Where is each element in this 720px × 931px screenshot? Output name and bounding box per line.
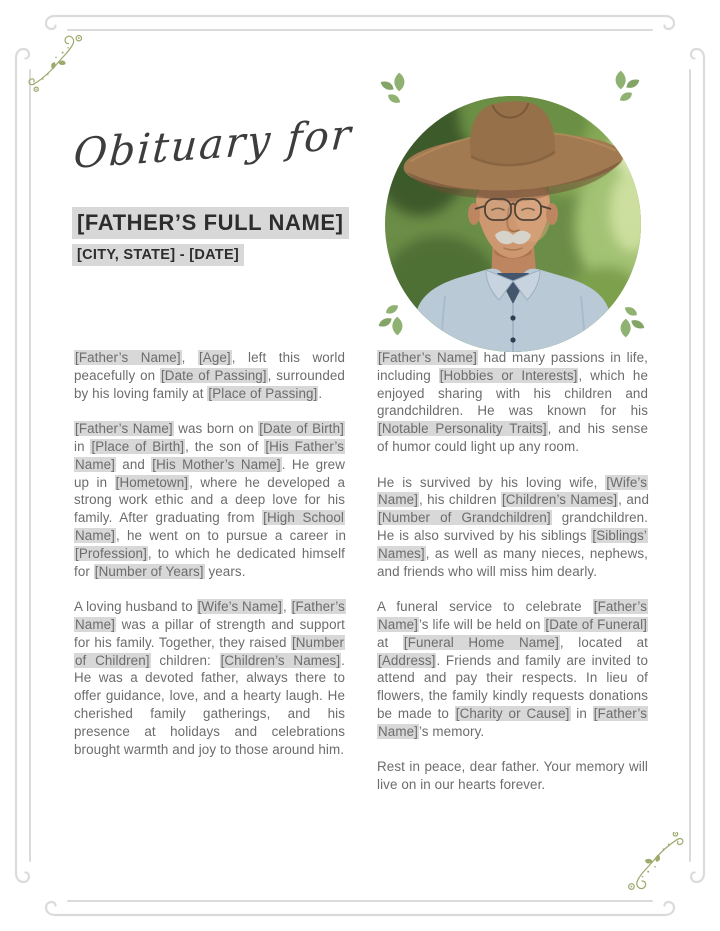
- text-run: children:: [150, 652, 220, 668]
- placeholder-highlight: [Charity or Cause]: [455, 705, 570, 721]
- text-run: , left this world peacefully on: [74, 350, 345, 383]
- placeholder-highlight: [His Mother’s Name]: [152, 456, 281, 472]
- paragraph: [74, 420, 345, 580]
- placeholder-highlight: [Wife’s Name]: [378, 474, 647, 508]
- placeholder-highlight: [Number of Grandchildren]: [378, 510, 551, 526]
- placeholder-highlight: [Number of Years]: [94, 563, 204, 579]
- father-portrait-photo: [385, 96, 641, 352]
- placeholder-highlight: [Place of Passing]: [208, 385, 318, 401]
- text-run: . He was a devoted father, always there to offer guidance, love, and a hearty laugh. He cherished family gatherings, and his presence at holidays and celebrations brought warmth and joy to those around him.: [74, 652, 345, 757]
- text-run: years.: [204, 563, 246, 579]
- text-run: , where he developed a strong work ethic and a deep love for his family. After graduating from: [74, 474, 346, 526]
- text-run: , to which he dedicated himself for: [74, 545, 345, 579]
- paragraph: [377, 349, 648, 456]
- text-run: A loving husband to: [74, 599, 197, 615]
- paragraph: [377, 474, 648, 581]
- paragraph: [377, 758, 648, 794]
- text-run: grandchildren. He is also survived by his siblings: [377, 510, 648, 543]
- city-state-date-placeholder: [CITY, STATE] - [DATE]: [72, 244, 244, 266]
- text-run: He is survived by his loving wife,: [377, 474, 606, 490]
- placeholder-highlight: [Wife’s Name]: [197, 599, 282, 615]
- floral-flourish-icon: [26, 30, 86, 92]
- text-run: , as well as many nieces, nephews, and friends who will miss him dearly.: [377, 545, 648, 579]
- text-run: in: [74, 438, 91, 454]
- text-run: , the son of: [185, 438, 265, 454]
- placeholder-highlight: [Funeral Home Name]: [403, 634, 559, 650]
- text-run: A funeral service to celebrate: [377, 599, 593, 615]
- placeholder-highlight: [Date of Birth]: [259, 421, 344, 437]
- text-run: at: [377, 634, 403, 650]
- text-run: and: [115, 456, 152, 472]
- text-run: , he went on to pursue a career in: [115, 527, 346, 543]
- placeholder-highlight: [Father’s Name]: [378, 705, 647, 739]
- text-run: .: [318, 385, 323, 401]
- placeholder-highlight: [Hometown]: [115, 474, 189, 490]
- paragraph: [74, 598, 345, 758]
- father-full-name-placeholder: [FATHER’S FULL NAME]: [72, 207, 349, 239]
- obituary-column-right: [377, 349, 648, 794]
- text-run: in: [570, 705, 593, 721]
- placeholder-highlight: [Date of Passing]: [160, 367, 267, 383]
- placeholder-highlight: [Address]: [378, 652, 436, 668]
- leaf-sprig-icon: [606, 68, 643, 105]
- text-run: . Friends and family are invited to attend and pay their respects. In lieu of flowers, the family kindly requests donations be made to: [377, 652, 648, 721]
- text-run: , and: [618, 492, 649, 508]
- placeholder-highlight: [Father’s Name]: [75, 350, 181, 365]
- placeholder-highlight: [Profession]: [75, 545, 147, 561]
- text-run: Rest in peace, dear father. Your memory will live on in our hearts forever.: [377, 759, 648, 793]
- placeholder-highlight: [Date of Funeral]: [545, 616, 648, 632]
- leaf-sprig-icon: [377, 70, 414, 107]
- placeholder-highlight: [Notable Personality Traits]: [378, 421, 547, 437]
- placeholder-highlight: [High School Name]: [75, 510, 345, 543]
- text-run: , which he enjoyed sharing with his children and grandchildren. He was known for his: [377, 367, 648, 419]
- placeholder-highlight: [Father’s Name]: [75, 421, 173, 437]
- paragraph: [377, 598, 648, 740]
- text-run: ’s memory.: [418, 723, 485, 739]
- floral-flourish-icon: [624, 832, 686, 894]
- placeholder-highlight: [Siblings’ Names]: [378, 527, 647, 561]
- text-run: ’s life will be held on: [418, 616, 545, 632]
- obituary-column-left: [74, 349, 345, 794]
- placeholder-highlight: [Number of Children]: [75, 634, 344, 668]
- text-run: had many passions in life, including: [377, 350, 648, 383]
- text-run: , located at: [559, 634, 648, 650]
- text-run: , surrounded by his loving family at: [74, 367, 345, 401]
- obituary-body: [74, 349, 648, 794]
- text-run: was a pillar of strength and support for his family. Together, they raised: [74, 616, 345, 650]
- text-run: , his children: [418, 492, 501, 508]
- placeholder-highlight: [Place of Birth]: [91, 438, 185, 454]
- text-run: . He grew up in: [74, 456, 345, 490]
- paragraph: [74, 349, 345, 402]
- placeholder-highlight: [Father’s Name]: [378, 350, 477, 365]
- placeholder-highlight: [His Father’s Name]: [75, 438, 345, 472]
- placeholder-highlight: [Father’s Name]: [378, 599, 647, 632]
- placeholder-highlight: [Father’s Name]: [75, 599, 345, 632]
- placeholder-highlight: [Hobbies or Interests]: [439, 367, 578, 383]
- leaf-sprig-icon: [611, 303, 648, 340]
- leaf-sprig-icon: [375, 301, 412, 338]
- placeholder-highlight: [Age]: [198, 350, 231, 365]
- text-run: , and his sense of humor could light up any room.: [377, 421, 648, 454]
- script-title: Obituary for: [72, 110, 355, 178]
- placeholder-highlight: [Children’s Names]: [220, 652, 341, 668]
- text-run: ,: [181, 350, 198, 365]
- placeholder-highlight: [Children’s Names]: [501, 492, 618, 508]
- text-run: ,: [283, 599, 291, 615]
- text-run: was born on: [173, 421, 259, 437]
